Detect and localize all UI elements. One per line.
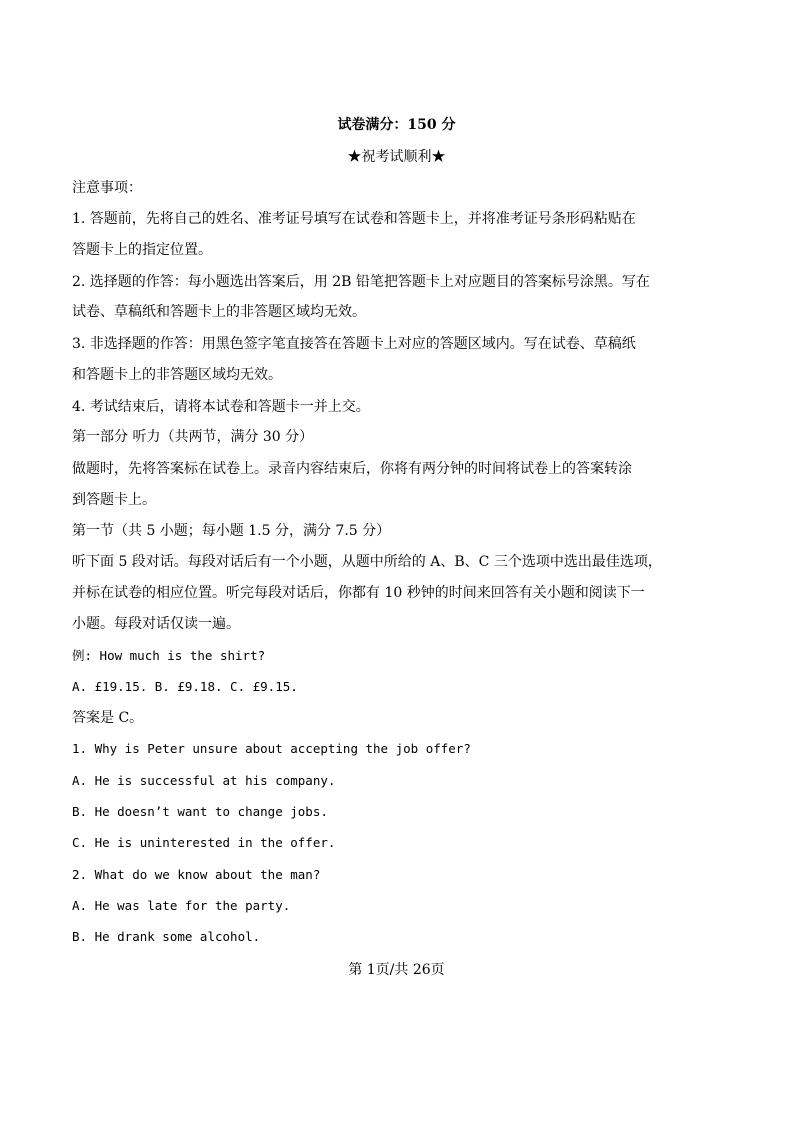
- part1-instruction: 做题时，先将答案标在试卷上。录音内容结束后，你将有两分钟的时间将试卷上的答案转涂: [72, 461, 632, 477]
- section1-instruction: 听下面 5 段对话。每段对话后有一个小题，从题中所给的 A、B、C 三个选项中选出最佳选项，: [72, 554, 662, 570]
- notice-item-1-cont: 答题卡上的指定位置。: [72, 242, 212, 258]
- example-answer: 答案是 C。: [72, 710, 144, 726]
- notice-item-2: 2. 选择题的作答：每小题选出答案后，用 2B 铅笔把答题卡上对应题目的答案标号涂黑。写在: [72, 274, 650, 290]
- example-question: 例: How much is the shirt?: [72, 648, 266, 663]
- notice-item-4: 4. 考试结束后，请将本试卷和答题卡一并上交。: [72, 399, 370, 415]
- question-2: 2. What do we know about the man?: [72, 867, 321, 882]
- question-1-option-b: B. He doesn’t want to change jobs.: [72, 804, 328, 819]
- question-1-option-c: C. He is uninterested in the offer.: [72, 835, 336, 850]
- notice-item-3: 3. 非选择题的作答：用黑色签字笔直接答在答题卡上对应的答题区域内。写在试卷、草稿纸: [72, 336, 636, 352]
- part1-instruction-cont: 到答题卡上。: [72, 492, 156, 508]
- notice-item-2-cont: 试卷、草稿纸和答题卡上的非答题区域均无效。: [72, 304, 366, 320]
- question-1: 1. Why is Peter unsure about accepting the job offer?: [72, 741, 471, 756]
- question-2-option-b: B. He drank some alcohol.: [72, 929, 261, 944]
- notice-item-1: 1. 答题前，先将自己的姓名、准考证号填写在试卷和答题卡上，并将准考证号条形码粘贴在: [72, 211, 636, 227]
- section1-instruction-cont: 并标在试卷的相应位置。听完每段对话后，你都有 10 秒钟的时间来回答有关小题和阅读下一: [72, 585, 645, 601]
- example-options: A. £19.15. B. £9.18. C. £9.15.: [72, 679, 298, 694]
- question-2-option-a: A. He was late for the party.: [72, 898, 291, 913]
- section1-instruction-cont2: 小题。每段对话仅读一遍。: [72, 616, 240, 632]
- part1-title: 第一部分 听力（共两节，满分 30 分）: [72, 429, 314, 445]
- notice-title: 注意事项：: [72, 180, 142, 196]
- question-1-option-a: A. He is successful at his company.: [72, 773, 336, 788]
- section1-title: 第一节（共 5 小题；每小题 1.5 分，满分 7.5 分）: [72, 523, 391, 539]
- page-footer: 第 1页/共 26页: [348, 962, 445, 978]
- notice-item-3-cont: 和答题卡上的非答题区域均无效。: [72, 367, 282, 383]
- wish-line: ★祝考试顺利★: [347, 149, 446, 165]
- score-line: 试卷满分：150 分: [337, 117, 456, 133]
